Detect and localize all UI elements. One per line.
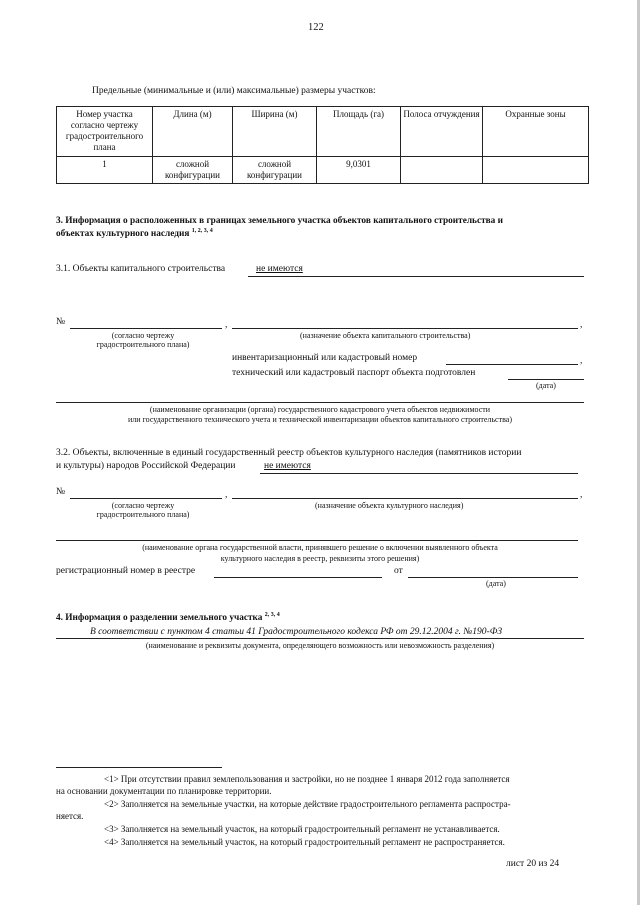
comma: , (580, 320, 583, 330)
section31-purpose-line (232, 328, 578, 329)
registry-line (214, 577, 382, 578)
footnote-1: <1> При отсутствии правил землепользования и застройки, но не позднее 1 января 2012 года заполняется (104, 774, 510, 784)
section4-underline (56, 638, 584, 639)
footnote-2-cont: няется. (56, 811, 84, 821)
from-label: от (394, 566, 403, 576)
section3-title-line1: 3. Информация о расположенных в границах земельного участка объектов капитального строительства и (56, 216, 504, 226)
section31-date-caption: (дата) (536, 381, 556, 390)
comma: , (580, 490, 583, 500)
section4-footnote-refs: 2, 3, 4 (264, 612, 280, 618)
limits-title: Предельные (минимальные и (или) максимальные) размеры участков: (92, 86, 376, 96)
passport-label: технический или кадастровый паспорт объекта подготовлен (232, 368, 476, 378)
header-cell: Охранные зоны (483, 107, 589, 157)
header-cell: Площадь (га) (317, 107, 401, 157)
section4-caption: (наименование и реквизиты документа, определяющего возможность или невозможность разделения) (145, 641, 495, 650)
section32-label-line2: и культуры) народов Российской Федерации (56, 461, 236, 471)
table-cell: сложной конфигурации (233, 157, 317, 184)
page-number: 122 (308, 22, 324, 33)
table-cell: 9,0301 (317, 157, 401, 184)
section4-value: В соответствии с пунктом 4 статьи 41 Градостроительного кодекса РФ от 29.12.2004 г. №190-ФЗ (90, 627, 503, 637)
section32-drawing-caption: (согласно чертежу градостроительного плана) (96, 501, 190, 519)
section31-purpose-caption: (назначение объекта капитального строительства) (300, 331, 471, 340)
registry-label: регистрационный номер в реестре (56, 566, 196, 576)
table-cell (401, 157, 483, 184)
table-header-row (57, 107, 589, 157)
section31-number-line (70, 328, 222, 329)
section31-drawing-caption: (согласно чертежу градостроительного плана) (96, 331, 190, 349)
sheet-label: лист 20 из 24 (506, 859, 560, 869)
section32-date-caption: (дата) (486, 579, 506, 588)
section31-underline (248, 276, 584, 277)
section31-number-sign: № (56, 317, 66, 327)
inventory-label: инвентаризационный или кадастровый номер (232, 353, 418, 363)
section3-title-text: объектах культурного наследия (56, 229, 190, 240)
header-cell: Ширина (м) (233, 107, 317, 157)
section32-underline (260, 473, 578, 474)
footnote-4: <4> Заполняется на земельный участок, на который градостроительный регламент не распространяется. (104, 837, 505, 847)
org-caption-line2: или государственного технического учета и технической инвентаризации объектов капитального строительства) (127, 415, 512, 424)
authority-caption-line1: (наименование органа государственной власти, принявшего решение о включении выявленного объекта (142, 543, 498, 552)
registry-date-line (408, 577, 578, 578)
section3-footnote-refs: 1, 2, 3, 4 (191, 228, 213, 234)
section31-value: не имеются (256, 264, 303, 274)
header-cell: Номер участка согласно чертежу градостроительного плана (57, 107, 153, 157)
footnote-separator (56, 767, 222, 768)
section31-label: 3.1. Объекты капитального строительства (56, 264, 226, 274)
section32-purpose-line (232, 498, 578, 499)
section32-number-line (70, 498, 222, 499)
inventory-line (446, 364, 578, 365)
section4-title (56, 612, 280, 623)
section32-purpose-caption: (назначение объекта культурного наследия) (315, 501, 464, 510)
comma: , (580, 356, 583, 366)
section32-number-sign: № (56, 487, 66, 497)
comma: , (225, 490, 228, 500)
header-cell: Полоса отчуждения (401, 107, 483, 157)
header-cell: Длина (м) (153, 107, 233, 157)
org-caption-line1: (наименование организации (органа) государственного кадастрового учета объектов недвижимости (149, 405, 491, 414)
table-row (57, 157, 589, 184)
org-line (56, 402, 584, 403)
authority-caption-line2: культурного наследия в реестр, реквизиты этого решения) (220, 554, 420, 563)
passport-line (508, 379, 584, 380)
section3-title-line2 (56, 228, 213, 239)
table-cell (483, 157, 589, 184)
footnote-3: <3> Заполняется на земельный участок, на который градостроительный регламент не устанавливается. (104, 824, 500, 834)
footnote-1-cont: на основании документации по планировке территории. (56, 786, 272, 796)
section32-value: не имеются (264, 461, 311, 471)
footnote-2: <2> Заполняется на земельные участки, на которые действие градостроительного регламента распростра- (104, 799, 511, 809)
section32-label-line1: 3.2. Объекты, включенные в единый государственный реестр объектов культурного наследия (памятников истории (56, 448, 522, 458)
table-cell: сложной конфигурации (153, 157, 233, 184)
table-cell: 1 (57, 157, 153, 184)
comma: , (225, 320, 228, 330)
authority-line (56, 540, 578, 541)
section4-title-text: 4. Информация о разделении земельного участка (56, 613, 263, 624)
sizes-table (56, 106, 589, 184)
